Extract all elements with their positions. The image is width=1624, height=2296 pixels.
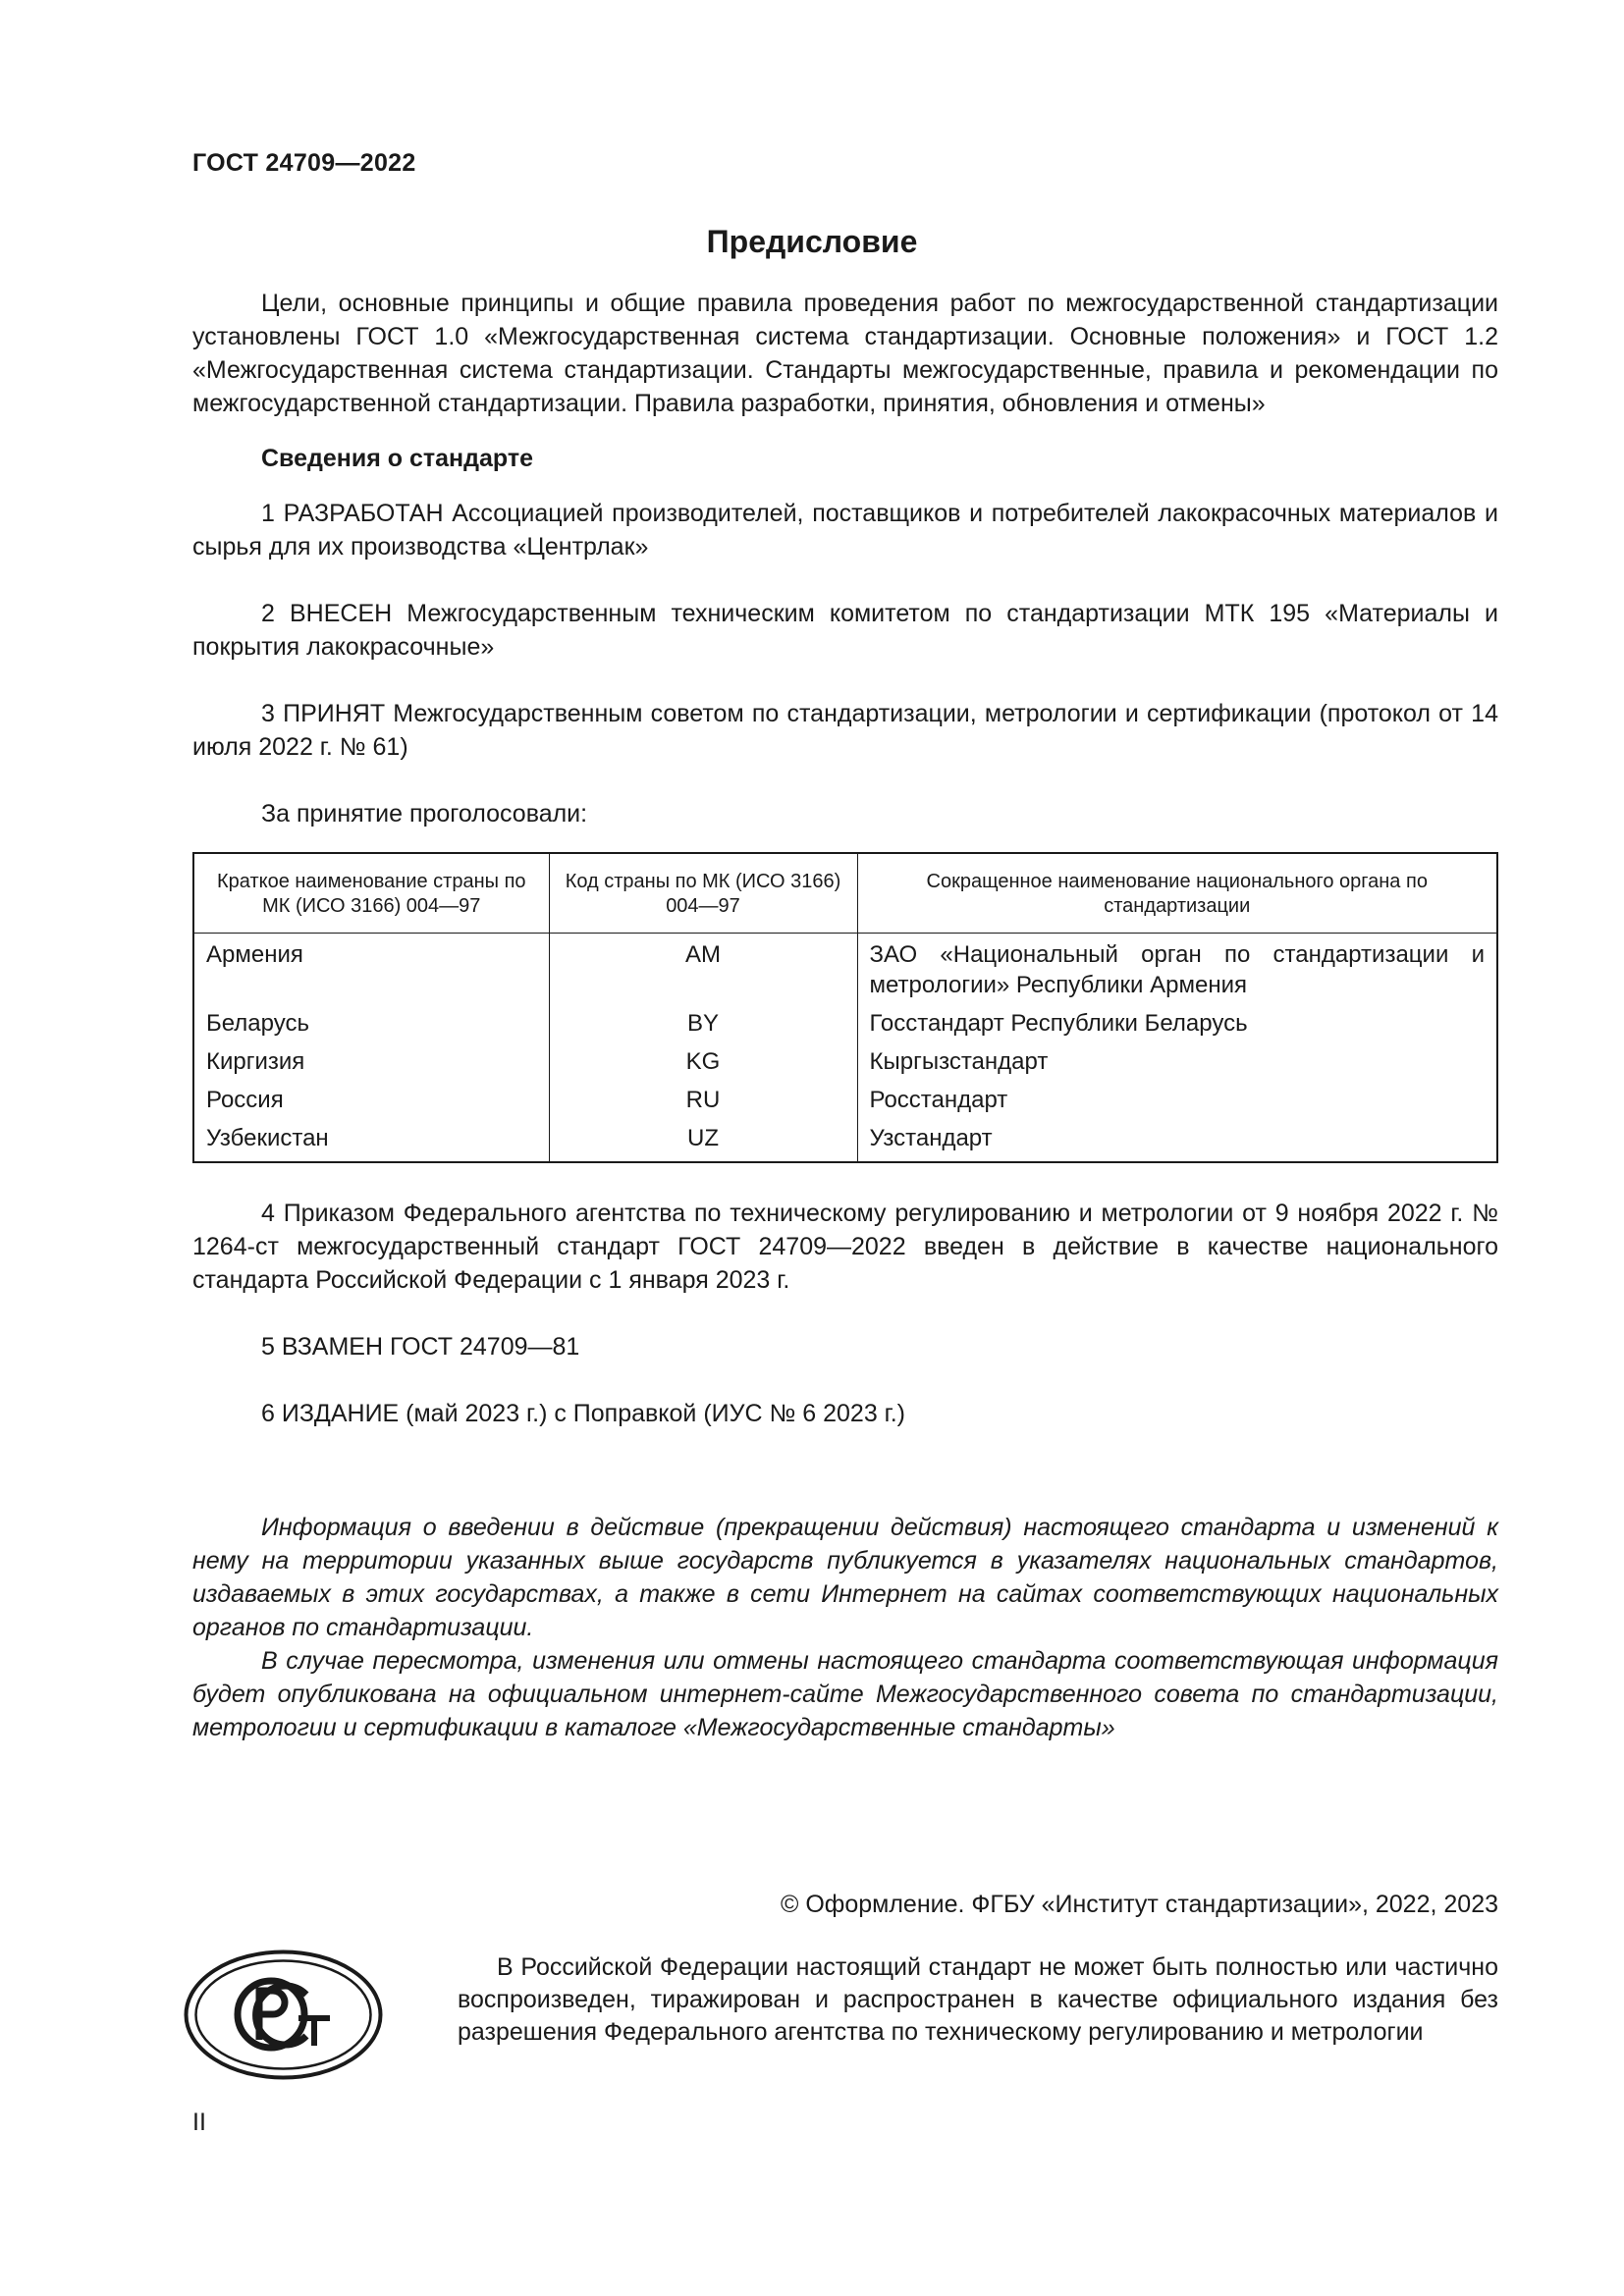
- table-header-row: [193, 853, 1497, 934]
- cell-body: Росстандарт: [869, 1087, 1008, 1113]
- item-edition: 6 ИЗДАНИЕ (май 2023 г.) с Поправкой (ИУС № 6 2023 г.): [261, 1400, 906, 1427]
- item-introduced: 2 ВНЕСЕН Межгосударственным техническим комитетом по стандартизации МТК 195 «Материалы и покрытия лакокрасочные»: [192, 600, 1498, 661]
- cell-code: KG: [549, 1042, 857, 1081]
- cell-code: AM: [549, 934, 857, 1005]
- header-country-name: Краткое наименование страны по МК (ИСО 3166) 004—97: [193, 853, 549, 934]
- intro-paragraph: Цели, основные принципы и общие правила проведения работ по межгосударственной стандартизации установлены ГОСТ 1.0 «Межгосударственная система стандартизации. Основные положения» и ГОСТ 1.2 «Межгосударственная система стандартизации. Стандарты межгосударственные, правила и рекомендации по межгосударственной стандартизации. Правила разработки, принятия, обновления и отмены»: [192, 290, 1498, 417]
- cell-country: Узбекистан: [193, 1119, 549, 1162]
- legal-notice: [458, 1951, 1498, 2049]
- cell-country: Беларусь: [193, 1004, 549, 1042]
- cell-country: Россия: [193, 1081, 549, 1119]
- voting-table: [192, 852, 1498, 1163]
- page-number: II: [192, 2109, 206, 2136]
- cell-body: Госстандарт Республики Беларусь: [869, 1010, 1248, 1037]
- page-title: Предисловие: [706, 224, 918, 259]
- item-replaces: 5 ВЗАМЕН ГОСТ 24709—81: [261, 1333, 580, 1361]
- table-row: [193, 1004, 1497, 1042]
- info-heading: Сведения о стандарте: [261, 445, 534, 472]
- table-row: [193, 1081, 1497, 1119]
- preface-body: [192, 287, 1498, 1744]
- copyright-line: © Оформление. ФГБУ «Институт стандартизации», 2022, 2023: [780, 1891, 1498, 1918]
- table-row: [193, 1042, 1497, 1081]
- header-country-code: Код страны по МК (ИСО 3166) 004—97: [549, 853, 857, 934]
- cell-country: Армения: [193, 934, 549, 1005]
- item-developed: 1 РАЗРАБОТАН Ассоциацией производителей, поставщиков и потребителей лакокрасочных материалов и сырья для их производства «Центрлак»: [192, 500, 1498, 561]
- header-national-body: Сокращенное наименование национального органа по стандартизации: [857, 853, 1497, 934]
- rst-certification-mark-icon: [183, 1948, 384, 2082]
- voted-label: За принятие проголосовали:: [261, 800, 588, 828]
- cell-code: BY: [549, 1004, 857, 1042]
- document-code: ГОСТ 24709—2022: [192, 149, 416, 177]
- notice-block: [192, 1511, 1498, 1744]
- table-row: [193, 934, 1497, 1005]
- cell-code: RU: [549, 1081, 857, 1119]
- notice-paragraph: Информация о введении в действие (прекращении действия) настоящего стандарта и изменений к нему на территории указанных выше государств публикуется в указателях национальных стандартов, издаваемых в этих государствах, а также в сети Интернет на сайтах соответствующих национальных органов по стандартизации.: [192, 1514, 1498, 1641]
- cell-country: Киргизия: [193, 1042, 549, 1081]
- table-row: [193, 1119, 1497, 1162]
- cell-body: ЗАО «Национальный орган по стандартизации и метрологии» Республики Армения: [869, 941, 1485, 998]
- cell-code: UZ: [549, 1119, 857, 1162]
- cell-body: Кыргызстандарт: [869, 1048, 1049, 1075]
- item-adopted: 3 ПРИНЯТ Межгосударственным советом по стандартизации, метрологии и сертификации (протокол от 14 июля 2022 г. № 61): [192, 700, 1498, 761]
- legal-paragraph: В Российской Федерации настоящий стандарт не может быть полностью или частично воспроизведен, тиражирован и распространен в качестве официального издания без разрешения Федерального агентства по техническому регулированию и метрологии: [458, 1953, 1498, 2046]
- cell-body: Узстандарт: [869, 1125, 993, 1151]
- notice-paragraph: В случае пересмотра, изменения или отмены настоящего стандарта соответствующая информация будет опубликована на официальном интернет-сайте Межгосударственного совета по стандартизации, метрологии и сертификации в каталоге «Межгосударственные стандарты»: [192, 1647, 1498, 1741]
- item-enacted: 4 Приказом Федерального агентства по техническому регулированию и метрологии от 9 ноября 2022 г. № 1264-ст межгосударственный стандарт ГОСТ 24709—2022 введен в действие в качестве национального стандарта Российской Федерации с 1 января 2023 г.: [192, 1200, 1498, 1294]
